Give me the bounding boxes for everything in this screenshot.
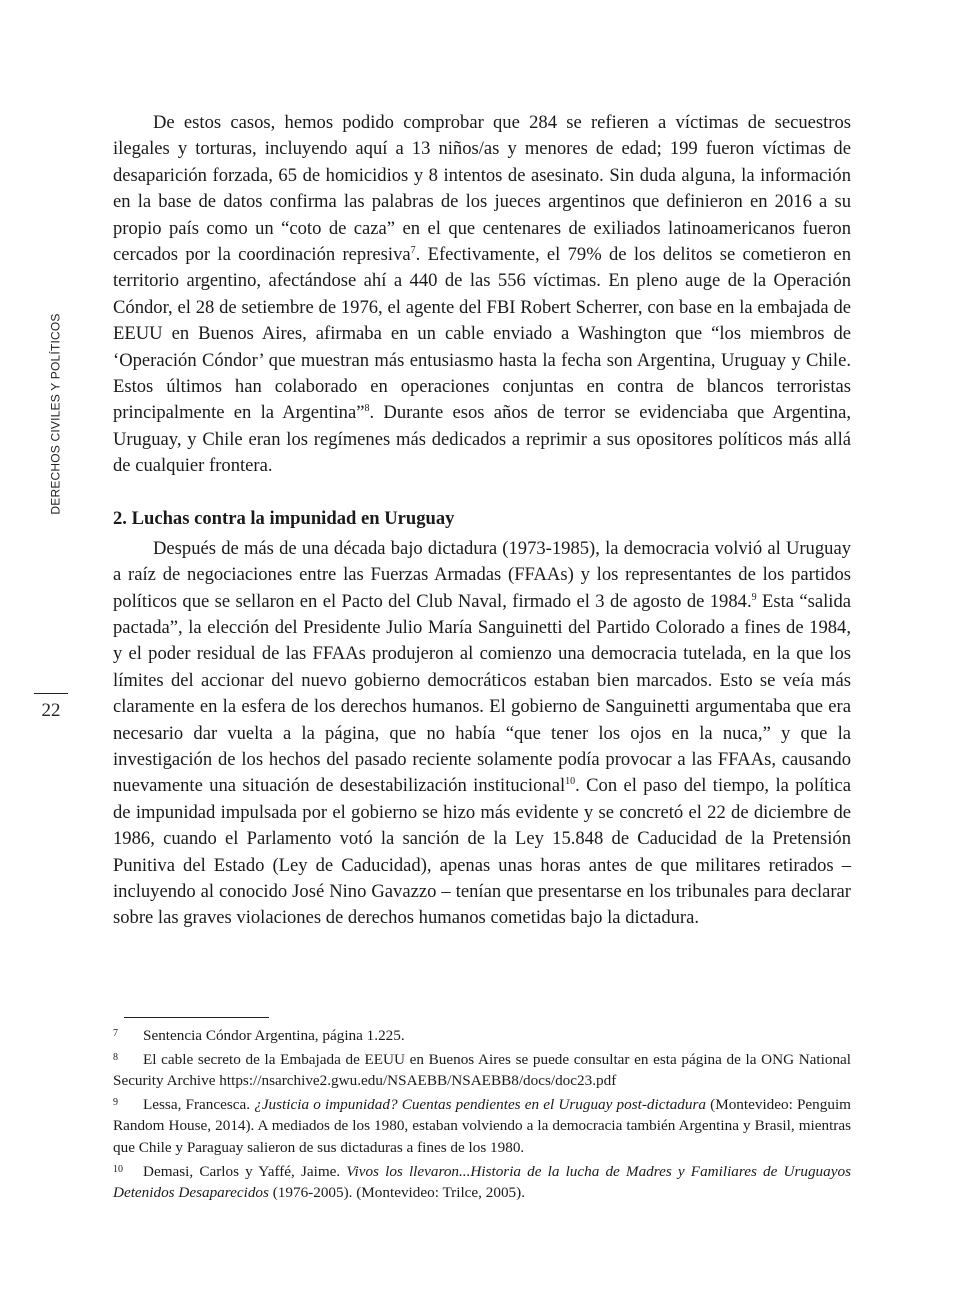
body-text [113, 110, 851, 932]
footnote-10 [113, 1159, 851, 1204]
footnotes [113, 1023, 851, 1204]
footnote-book-title: ¿Justicia o impunidad? Cuentas pendientes en el Uruguay post-dictadura [254, 1095, 706, 1113]
section-heading: 2. Luchas contra la impunidad en Uruguay [113, 507, 455, 529]
footnote-number: 7 [113, 1028, 118, 1039]
paragraph-1-part-b: . Efectivamente, el 79% de los delitos se cometieron en territorio argentino, afectándose ahí a 440 de las 556 víctimas. En pleno auge de la Operación Cóndor, el 28 de setiembre de 1976, el agente del FBI Robert Scherrer, con base en la embajada de EEUU en Buenos Aires, afirmaba en un cable enviado a Washington que “los miembros de ‘Operación Cóndor’ que muestran más entusiasmo hasta la fecha son Argentina, Uruguay y Chile. Estos últimos han colaborado en operaciones conjuntas en contra de blancos terroristas principalmente en la Argentina” [113, 244, 851, 424]
footnote-separator [124, 1017, 269, 1018]
paragraph-2-part-b: Esta “salida pactada”, la elección del Presidente Julio María Sanguinetti del Partido Colorado a fines de 1984, y el poder residual de las FFAAs produjeron al comienzo una democracia tutelada, en la que los límites del accionar del nuevo gobierno democráticos estaban bien marcados. Esto se veía más claramente en la esfera de los derechos humanos. El gobierno de Sanguinetti argumentaba que era necesario dar vuelta a la página, que no había “que tener los ojos en la nuca,” y que la investigación de los hechos del pasado reciente solamente podía provocar a las FFAAs, causando nuevamente una situación de desestabilización institucional [113, 590, 851, 797]
footnote-8 [113, 1047, 851, 1092]
page-number-rule [34, 693, 68, 694]
footnote-7 [113, 1023, 851, 1047]
footnote-number: 9 [113, 1096, 118, 1108]
paragraph-1-part-c: . Durante esos años de terror se evidenciaba que Argentina, Uruguay, y Chile eran los regímenes más dedicados a reprimir a sus opositores políticos más allá de cualquier frontera. [113, 402, 851, 477]
paragraph-2-part-c: . Con el paso del tiempo, la política de impunidad impulsada por el gobierno se hizo más evidente y se concretó el 22 de diciembre de 1986, cuando el Parlamento votó la sanción de la Ley 15.848 de Caducidad de la Pretensión Punitiva del Estado (Ley de Caducidad), apenas unas horas antes de que militares retirados – incluyendo al conocido José Nino Gavazzo – tenían que presentarse en los tribunales para declarar sobre las graves violaciones de derechos humanos cometidas bajo la dictadura. [113, 775, 851, 929]
footnote-9 [113, 1092, 851, 1159]
paragraph-2-part-a: Después de más de una década bajo dictadura (1973-1985), la democracia volvió al Uruguay a raíz de negociaciones entre las Fuerzas Armadas (FFAAs) y los representantes de los partidos políticos que se sellaron en el Pacto del Club Naval, firmado el 3 de agosto de 1984. [113, 537, 851, 612]
footnote-ref-9[interactable]: 9 [751, 591, 757, 603]
footnote-text: (Montevideo: Penguim Random House, 2014). A mediados de los 1980, estaban volviendo a la democracia también Argentina y Brasil, mientras que Chile y Paraguay salieron de sus dictaduras a fines de los 1980. [113, 1095, 851, 1156]
footnote-author: Lessa, Francesca. [143, 1095, 255, 1113]
running-header-section-label [46, 313, 66, 515]
footnote-ref-8[interactable]: 8 [364, 403, 370, 415]
page-number: 22 [41, 700, 61, 721]
footnote-ref-7[interactable]: 7 [410, 244, 416, 256]
footnote-author: Demasi, Carlos y Yaffé, Jaime. [143, 1162, 347, 1180]
footnote-ref-10[interactable]: 10 [565, 776, 576, 788]
paragraph-1 [113, 110, 851, 480]
footnote-text: Sentencia Cóndor Argentina, página 1.225. [143, 1027, 405, 1044]
footnote-book-title: Vivos los llevaron...Historia de la lucha de Madres y Familiares de Uruguayos Detenidos Desaparecidos [113, 1162, 851, 1202]
footnote-text[interactable]: El cable secreto de la Embajada de EEUU en Buenos Aires se puede consultar en esta página de la ONG National Security Archive https://nsarchive2.gwu.edu/NSAEBB/NSAEBB8/docs/doc23.pdf [113, 1050, 851, 1090]
footnote-number: 10 [113, 1163, 123, 1175]
paragraph-1-part-a: De estos casos, hemos podido comprobar que 284 se refieren a víctimas de secuestros ilegales y torturas, incluyendo aquí a 13 niños/as y menores de edad; 199 fueron víctimas de desaparición forzada, 65 de homicidios y 8 intentos de asesinato. Sin duda alguna, la información en la base de datos confirma las palabras de los jueces argentinos que definieron en 2016 a su propio país como un “coto de caza” en el que centenares de exiliados latinoamericanos fueron cercados por la coordinación represiva [113, 112, 851, 266]
footnote-text: (1976-2005). (Montevideo: Trilce, 2005). [268, 1184, 525, 1202]
footnote-number: 8 [113, 1051, 118, 1063]
paragraph-2 [113, 536, 851, 932]
section-label-text: DERECHOS CIVILES Y POLÍTICOS [49, 313, 63, 515]
